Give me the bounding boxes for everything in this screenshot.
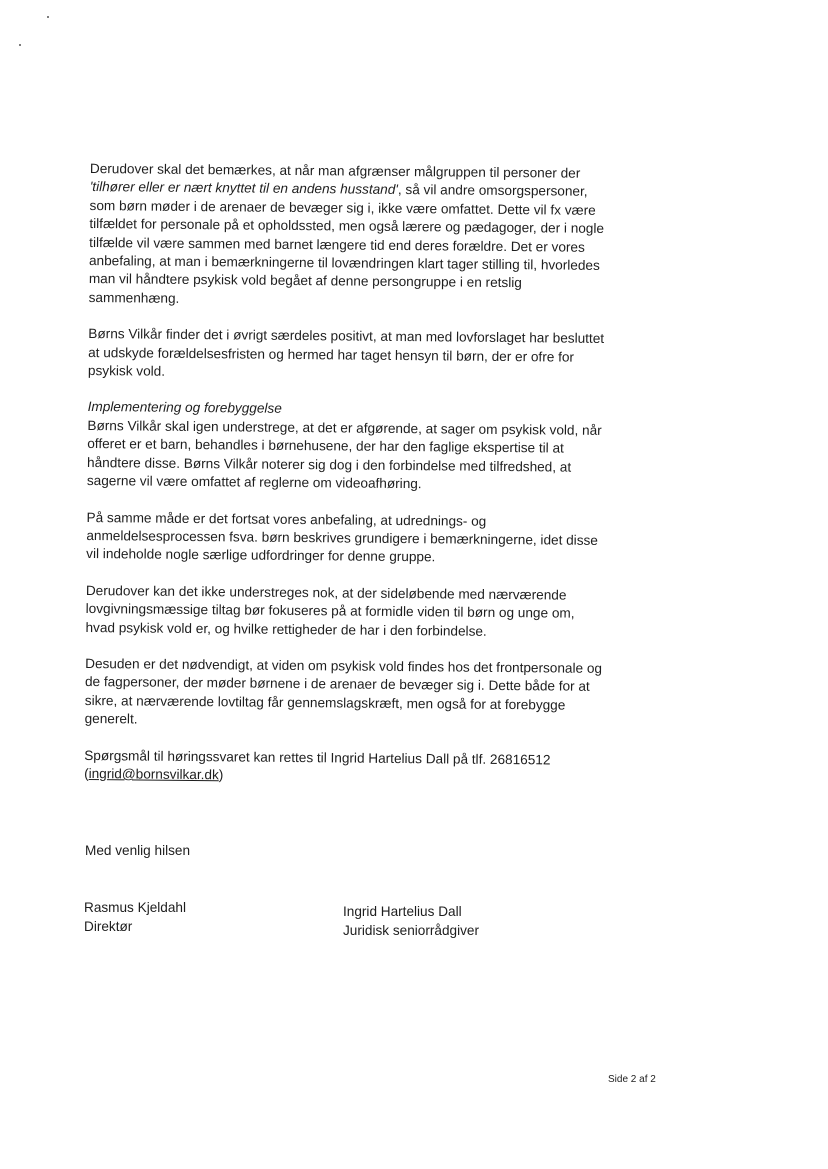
signer-title: Juridisk seniorrådgiver — [343, 923, 479, 938]
paragraph-contact: Spørgsmål til høringssvaret kan rettes til Ingrid Hartelius Dall på tlf. 26816512 (ingrid@bornsvilkar.dk) — [84, 747, 551, 783]
page-number: Side 2 af 2 — [608, 1074, 656, 1085]
paragraph-children-houses: Børns Vilkår skal igen understrege, at det er afgørende, at sager om psykisk vold, når offeret er et barn, behandles i børnehusene, der har den faglige ekspertise til at håndtere disse. Børns Vilkår noterer sig dog i den forbindelse med tilfredshed, at sagerne vil være omfattet af reglerne om videoafhøring. — [86, 417, 602, 492]
paragraph-frontline-staff: Desuden er det nødvendigt, at viden om psykisk vold findes hos det frontpersonale og de fagpersoner, der møder børnene i de arenaer de bevæger sig i. Dette både for at sikre, at nærværende lovtiltag får gennemslagskræft, men også for at forebygge generelt. — [84, 655, 603, 727]
signer-title: Direktør — [84, 919, 133, 934]
email-link[interactable]: ingrid@bornsvilkar.dk — [88, 765, 219, 783]
signer-name: Ingrid Hartelius Dall — [343, 904, 462, 919]
scan-speck — [19, 44, 21, 46]
letter-body — [84, 160, 610, 806]
section-heading: Implementering og forebyggelse — [87, 399, 282, 417]
signer-name: Rasmus Kjeldahl — [84, 900, 186, 915]
signature-left — [84, 898, 186, 936]
closing-greeting: Med venlig hilsen — [85, 843, 191, 858]
paragraph-target-group: Derudover skal det bemærkes, at når man afgrænser målgruppen til personer der 'tilhører eller er nært knyttet til en andens husstand', så vil andre omsorgspersoner, som børn møder i de arenaer de bevæger sig i, ikke være omfattet. Dette vil fx være tilfældet for personale på et opholdssted, men også lærere og pædagoger, der i nogle tilfælde vil være sammen med barnet længere tid end deres forældre. Det er vores anbefaling, at man i bemærkningerne til lovændringen klart tager stilling til, hvorledes man vil håndtere psykisk vold begået af denne persongruppe i en retslig sammenhæng. — [88, 160, 605, 306]
paragraph-knowledge-to-children: Derudover kan det ikke understreges nok, at der sideløbende med nærværende lovgivningsmæssige tiltag bør fokuseres på at formidle viden til børn og unge om, hvad psykisk vold er, og hvilke rettigheder de har i den forbindelse. — [85, 582, 575, 639]
scan-speck — [47, 16, 49, 18]
quoted-text: 'tilhører eller er nært knyttet til en andens husstand' — [89, 179, 398, 198]
signature-right — [343, 902, 479, 940]
paragraph-statute-limitations: Børns Vilkår finder det i øvrigt særdeles positivt, at man med lovforslaget har besluttet at udskyde forældelsesfristen og hermed har taget hensyn til børn, der er ofre for psykisk vold. — [87, 326, 605, 379]
paragraph-investigation-process: På samme måde er det fortsat vores anbefaling, at udrednings- og anmeldelsesprocessen fsva. børn beskrives grundigere i bemærkningerne, idet disse vil indeholde nogle særlige udfordringer for denne gruppe. — [86, 509, 598, 565]
